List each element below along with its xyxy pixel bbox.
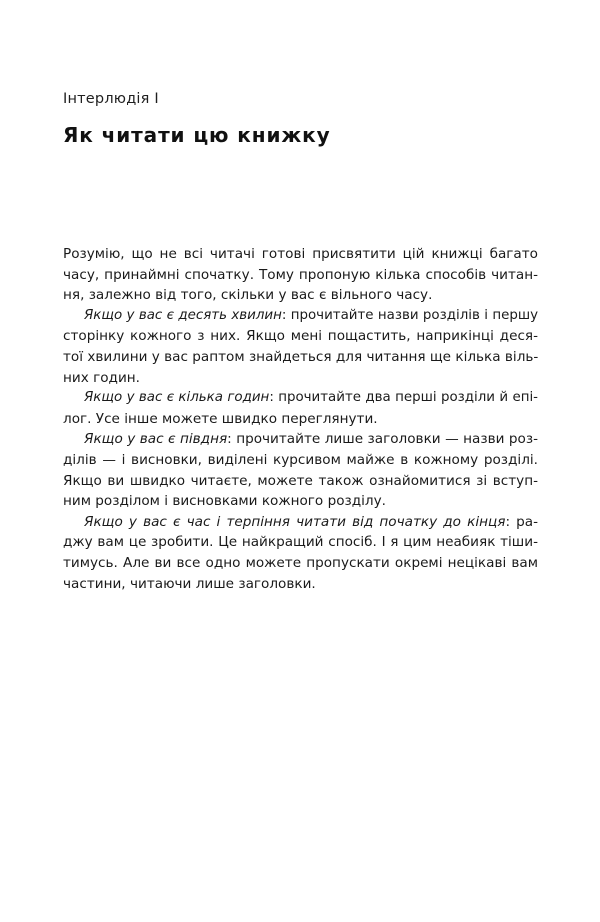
text-line: Якщо у вас є кілька годин: прочитайте два перші розділи й епі- bbox=[84, 390, 539, 406]
text-line: тимусь. Але ви все одно можете пропускати окремі нецікаві вам bbox=[63, 554, 538, 571]
text-line: ділів — і висновки, виділені курсивом майже в кожному розділі. bbox=[63, 451, 538, 468]
section-label: Інтерлюдія I bbox=[63, 91, 159, 107]
text-line: частини, читаючи лише заголовки. bbox=[63, 575, 316, 592]
text-line: Розумію, що не всі читачі готові присвятити цій книжці багато bbox=[63, 246, 538, 262]
text-line: Якщо ви швидко читаєте, можете також ознайомитися зі вступ- bbox=[63, 472, 538, 489]
chapter-title: Як читати цю книжку bbox=[63, 123, 331, 147]
text-line: джу вам це зробити. Це найкращий спосіб. І я цим неабияк тіши- bbox=[63, 534, 538, 551]
italic-phrase: Якщо у вас є десять хвилин bbox=[84, 307, 282, 323]
text-line: них годин. bbox=[63, 369, 140, 386]
text-line: Якщо у вас є час і терпіння читати від початку до кінця: ра- bbox=[84, 513, 539, 530]
text-line: тої хвилини у вас раптом знайдеться для читання ще кілька віль- bbox=[63, 348, 539, 365]
text-line: часу, принаймні спочатку. Тому пропоную кілька способів читан- bbox=[63, 266, 538, 283]
text-line: ня, залежно від того, скільки у вас є вільного часу. bbox=[63, 287, 433, 304]
body-text bbox=[63, 244, 538, 594]
italic-phrase: Якщо у вас є кілька годин bbox=[84, 390, 270, 406]
text-line: Якщо у вас є півдня: прочитайте лише заголовки — назви роз- bbox=[84, 431, 538, 448]
italic-phrase: Якщо у вас є півдня bbox=[84, 431, 228, 448]
italic-phrase: Якщо у вас є час і терпіння читати від початку до кінця bbox=[84, 513, 506, 530]
text-line: Якщо у вас є десять хвилин: прочитайте назви розділів і першу bbox=[84, 307, 538, 323]
text-line: сторінку кожного з них. Якщо мені пощастить, наприкінці деся- bbox=[63, 328, 538, 345]
text-line: ним розділом і висновками кожного розділу. bbox=[63, 493, 386, 510]
text-line: лог. Усе інше можете швидко переглянути. bbox=[63, 410, 378, 427]
